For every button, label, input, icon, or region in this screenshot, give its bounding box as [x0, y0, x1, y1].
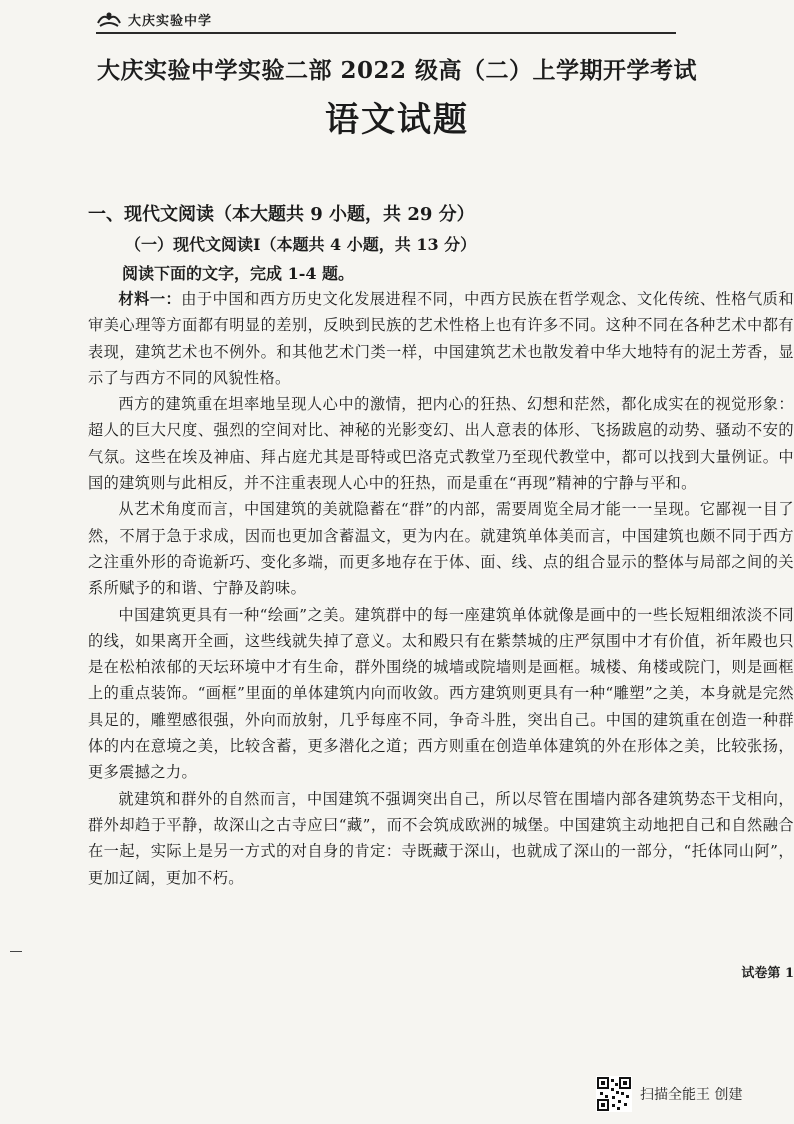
exam-title: 大庆实验中学实验二部 2022 级高（二）上学期开学考试 — [96, 57, 698, 84]
school-logo-icon — [96, 9, 122, 29]
reading-passage — [88, 286, 794, 891]
school-header — [96, 6, 676, 34]
scan-credit — [596, 1076, 742, 1112]
passage-paragraph: 就建筑和群外的自然而言，中国建筑不强调突出自己，所以尽管在围墙内部各建筑势态干戈相向，群外却趋于平静，故深山之古寺应曰“藏”，而不会筑成欧洲的城堡。中国建筑主动地把自己和自然融合在一起，实际上是另一方式的对自身的肯定：寺既藏于深山，也就成了深山的一部分，“托体同山阿”，更加辽阔，更加不朽。 — [88, 789, 794, 887]
qr-code-icon — [596, 1076, 632, 1112]
material-label: 材料一： — [118, 290, 182, 308]
passage-paragraph: 西方的建筑重在坦率地呈现人心中的激情，把内心的狂热、幻想和茫然，都化成实在的视觉形象：超人的巨大尺度、强烈的空间对比、神秘的光影变幻、出人意表的体形、飞扬跋扈的动势、骚动不安的气氛。这些在埃及神庙、拜占庭尤其是哥特或巴洛克式教堂乃至现代教堂中，都可以找到大量例证。中国的建筑则与此相反，并不注重表现人心中的狂热，而是重在“再现”精神的宁静与平和。 — [88, 395, 794, 493]
passage-paragraph: 从艺术角度而言，中国建筑的美就隐蓄在“群”的内部，需要周览全局才能一一呈现。它鄙视一目了然，不屑于急于求成，因而也更加含蓄温文，更为内在。就建筑单体美而言，中国建筑也颇不同于西方之注重外形的奇诡新巧、变化多端，而更多地存在于体、面、线、点的组合显示的整体与局部之间的关系所赋予的和谐、宁静及韵味。 — [88, 500, 794, 598]
sub-section-heading: （一）现代文阅读Ⅰ（本题共 4 小题，共 13 分） — [125, 235, 477, 254]
passage-paragraph: 材料一：由于中国和西方历史文化发展进程不同，中西方民族在哲学观念、文化传统、性格气质和审美心理等方面都有明显的差别，反映到民族的艺术性格上也有许多不同。这种不同在各种艺术中都有表现，建筑艺术也不例外。和其他艺术门类一样，中国建筑艺术也散发着中华大地特有的泥土芳香，显示了与西方不同的风貌性格。 — [88, 290, 794, 387]
scan-credit-text: 扫描全能王 创建 — [640, 1087, 743, 1103]
margin-mark — [10, 951, 22, 952]
section-heading: 一、现代文阅读（本大题共 9 小题，共 29 分） — [88, 204, 475, 225]
passage-paragraph: 中国建筑更具有一种“绘画”之美。建筑群中的每一座建筑单体就像是画中的一些长短粗细浓淡不同的线，如果离开全画，这些线就失掉了意义。太和殿只有在紫禁城的庄严氛围中才有价值，祈年殿也只是在松柏浓郁的天坛环境中才有生命，群外围绕的城墙或院墙则是画框。城楼、角楼或院门，则是画框上的重点装饰。“画框”里面的单体建筑内向而收敛。西方建筑则更具有一种“雕塑”之美，本身就是完然具足的，雕塑感很强，外向而放射，几乎每座不同，争奇斗胜，突出自己。中国的建筑重在创造一种群体的内在意境之美，比较含蓄，更多潜化之道；西方则重在创造单体建筑的外在形体之美，比较张扬，更多震撼之力。 — [88, 605, 794, 782]
reading-instruction: 阅读下面的文字，完成 1-4 题。 — [122, 264, 355, 283]
subject-title: 语文试题 — [325, 100, 469, 140]
school-name: 大庆实验中学 — [128, 13, 213, 29]
page-number: 试卷第 1 — [741, 966, 794, 981]
